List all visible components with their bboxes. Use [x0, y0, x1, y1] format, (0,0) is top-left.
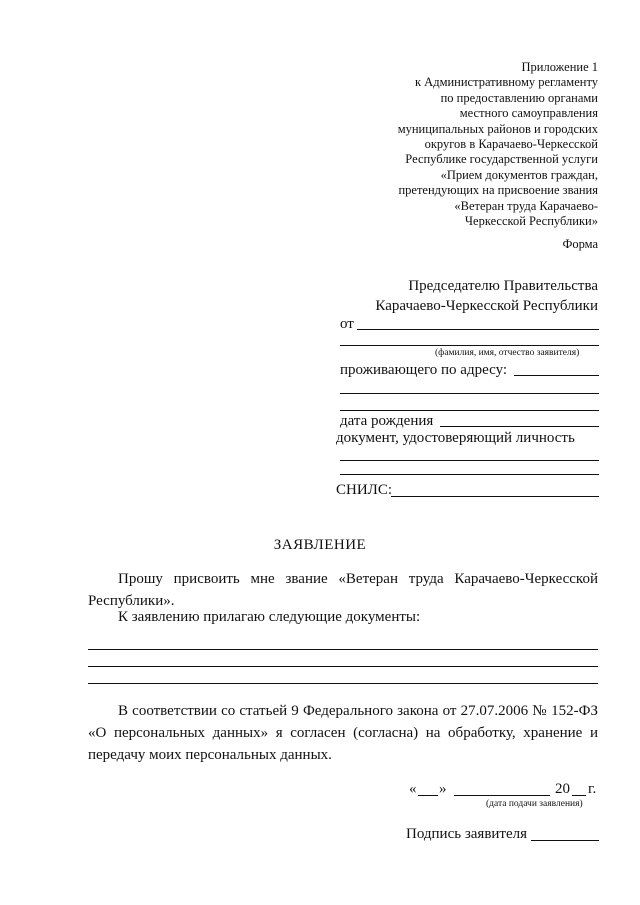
appendix-line: округов в Карачаево-Черкесской [424, 137, 598, 152]
signature-field[interactable] [531, 840, 599, 841]
appendix-line: Черкесской Республики» [464, 214, 598, 229]
address-field-2[interactable] [340, 393, 599, 394]
id-document-field-1[interactable] [340, 460, 599, 461]
address-field-1[interactable] [514, 375, 599, 376]
birth-date-field[interactable] [440, 426, 599, 427]
appendix-line: местного самоуправления [459, 106, 598, 121]
address-field-3[interactable] [340, 410, 599, 411]
appendix-line: Республике государственной услуги [405, 152, 598, 167]
attach-text: К заявлению прилагаю следующие документы: [118, 609, 421, 625]
fio-field[interactable] [340, 345, 599, 346]
snils-field[interactable] [391, 496, 599, 497]
appendix-line: «Прием документов граждан, [440, 167, 598, 182]
appendix-line: «Ветеран труда Карачаево- [454, 198, 598, 213]
day-field[interactable] [418, 795, 438, 796]
id-document-label: документ, удостоверяющий личность [336, 430, 575, 446]
addressee-line-2: Карачаево-Черкесской Республики [375, 298, 598, 314]
id-document-field-2[interactable] [340, 474, 599, 475]
from-field[interactable] [357, 329, 599, 330]
residing-label: проживающего по адресу: [340, 362, 508, 378]
month-field[interactable] [454, 795, 550, 796]
snils-label: СНИЛС: [336, 482, 393, 498]
statement-title: ЗАЯВЛЕНИЕ [273, 537, 367, 553]
date-open-quote: « [409, 781, 417, 797]
appendix-line: претендующих на присвоение звания [398, 183, 598, 198]
appendix-line: муниципальных районов и городских [397, 121, 598, 136]
signature-label: Подпись заявителя [406, 826, 528, 842]
fio-caption: (фамилия, имя, отчество заявителя) [435, 348, 580, 358]
consent-text: В соответствии со статьей 9 Федерального закона от 27.07.2006 № 152-ФЗ «О персональных данных» я согласен (согласна) на обработку, хранение и передачу моих персональных данных. [88, 703, 598, 763]
consent-paragraph [88, 700, 598, 766]
attach-paragraph [88, 606, 598, 628]
birth-date-label: дата рождения [340, 413, 434, 429]
request-text: Прошу присвоить мне звание «Ветеран труда Карачаево-Черкесской Республики». [88, 571, 598, 609]
date-close-quote: » [439, 781, 447, 797]
year-field[interactable] [572, 795, 586, 796]
year-suffix: г. [588, 781, 597, 797]
documents-field-2[interactable] [88, 666, 598, 667]
documents-field-1[interactable] [88, 649, 598, 650]
date-caption: (дата подачи заявления) [486, 799, 583, 809]
appendix-block [298, 60, 598, 229]
documents-field-3[interactable] [88, 683, 598, 684]
appendix-line: по предоставлению органами [440, 90, 598, 105]
year-prefix: 20 [555, 781, 570, 797]
appendix-title: Приложение 1 [521, 60, 598, 74]
form-label: Форма [562, 237, 598, 251]
appendix-line: к Административному регламенту [414, 75, 598, 90]
addressee-line-1: Председателю Правительства [408, 278, 598, 294]
from-label: от [340, 316, 354, 332]
